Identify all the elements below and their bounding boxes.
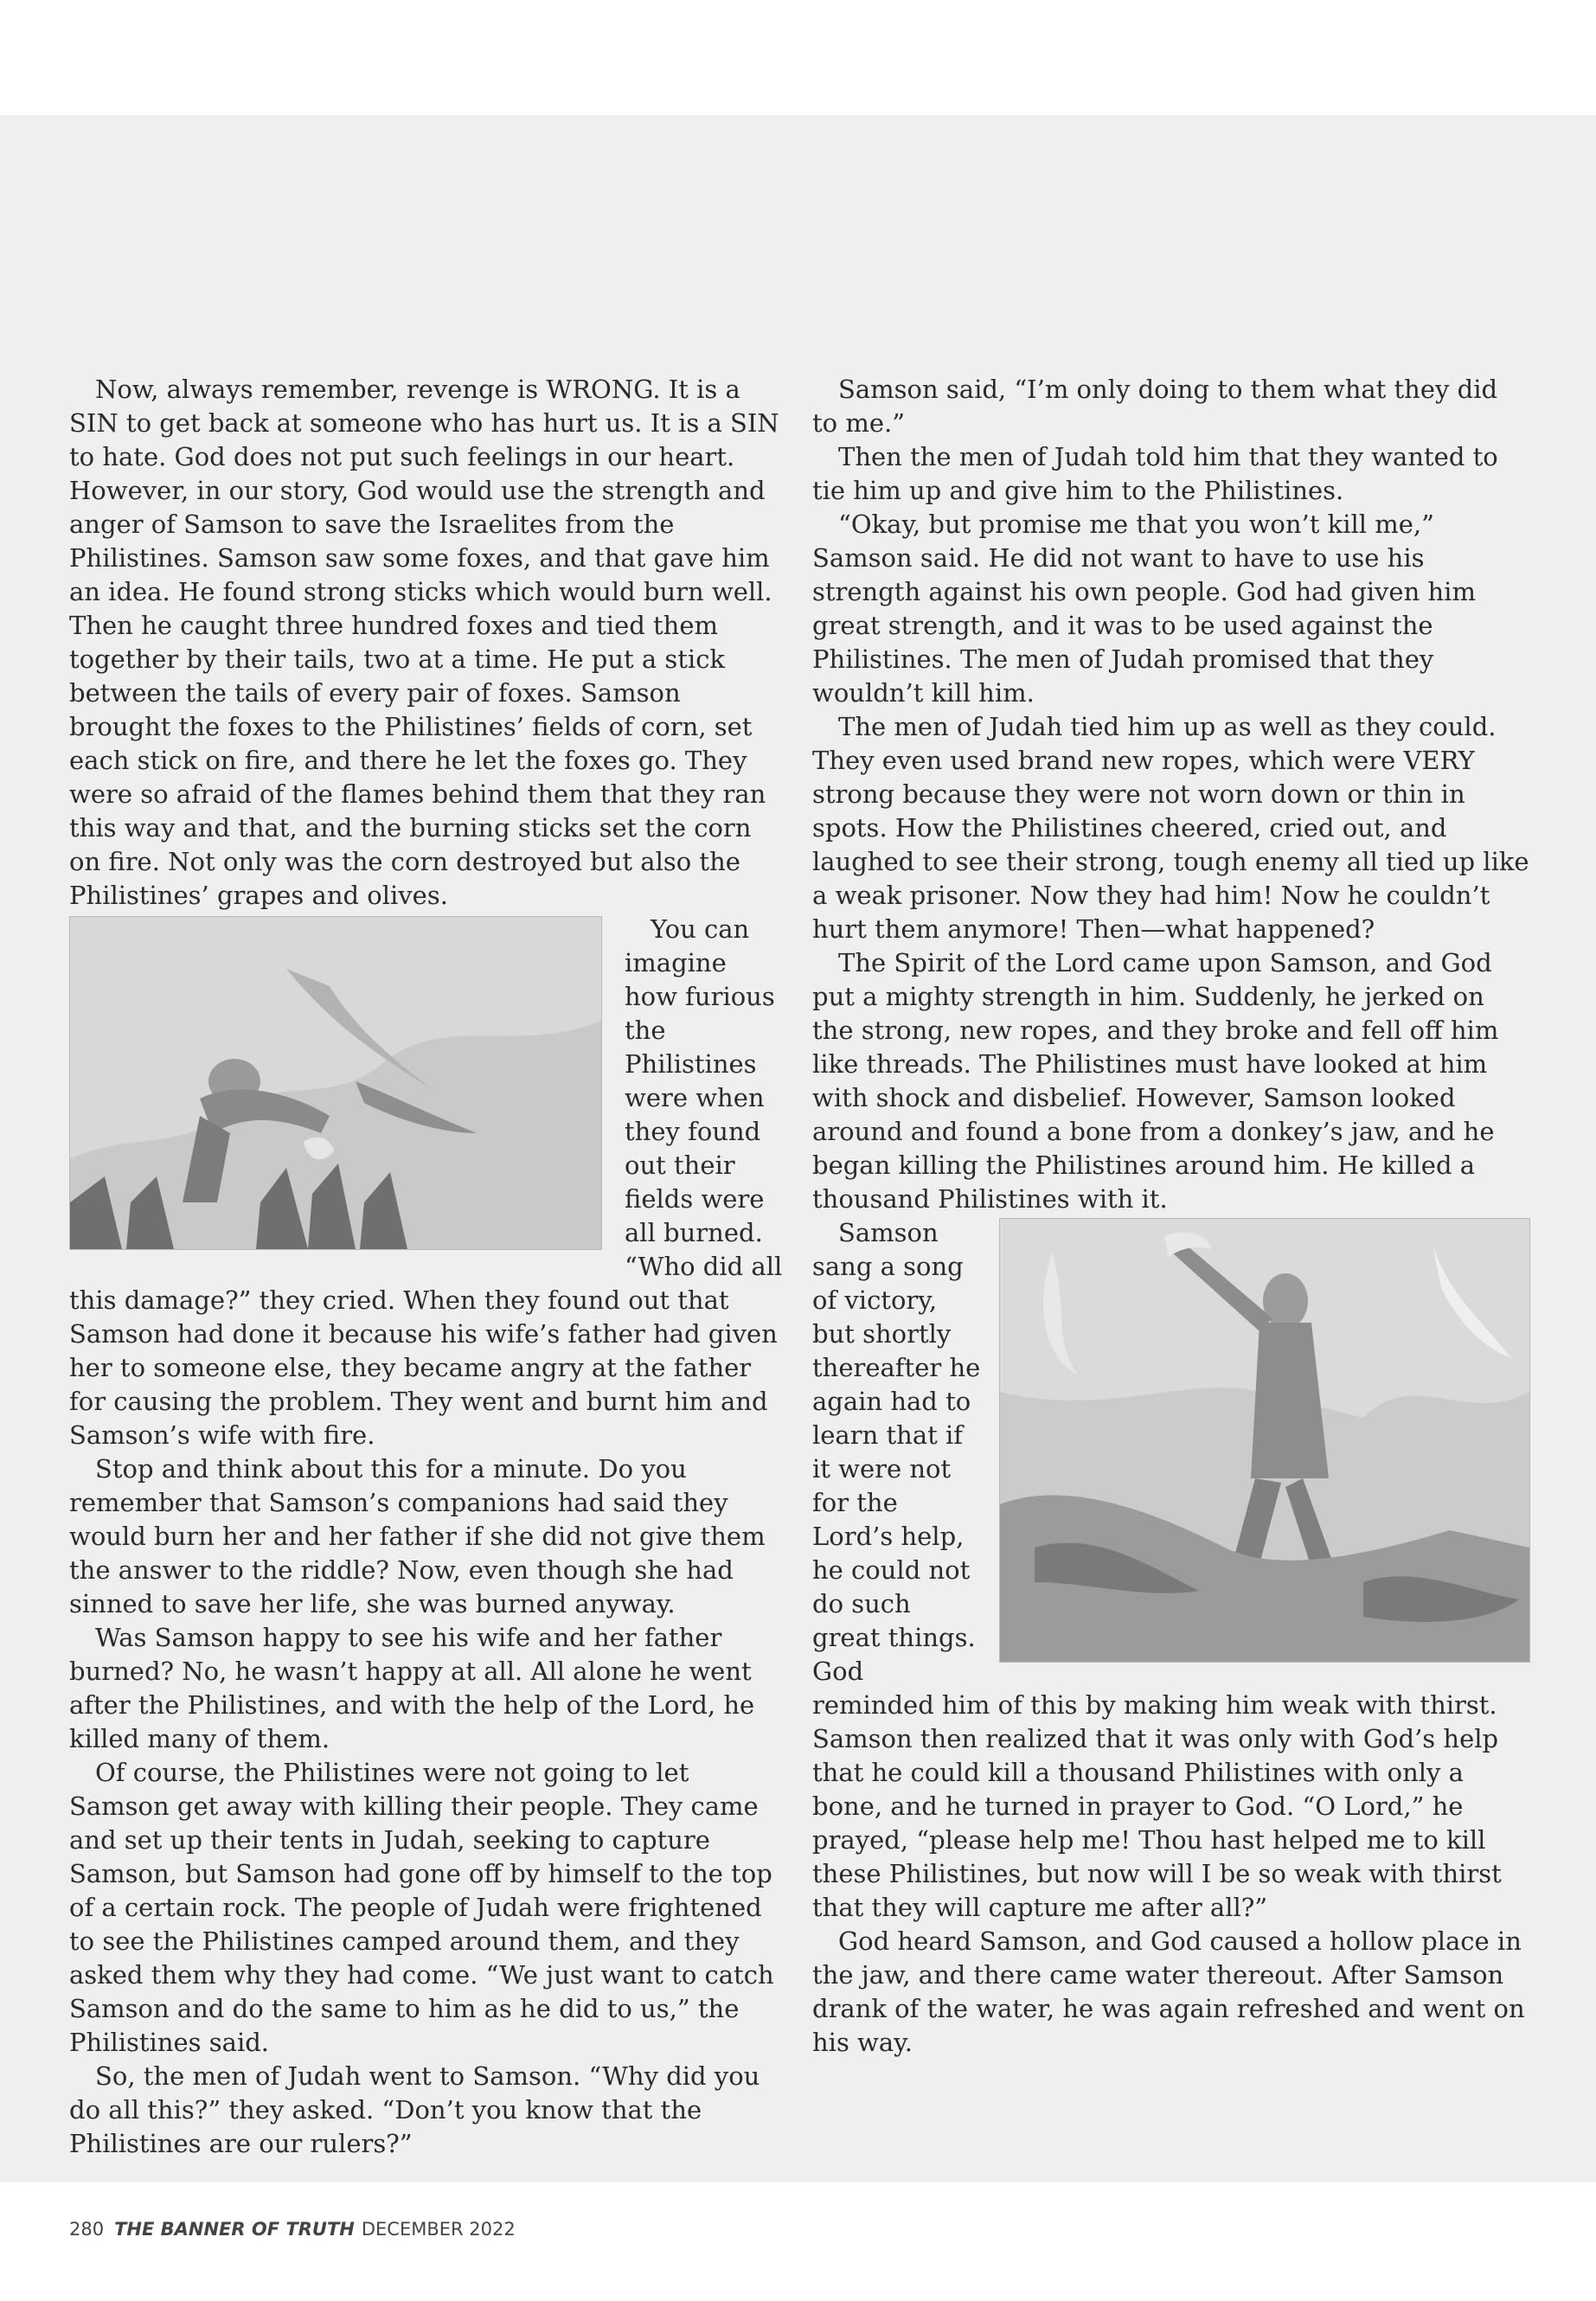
left-column [69, 373, 783, 2161]
page-footer [69, 2219, 516, 2240]
paragraph: Then the men of Judah told him that they wanted to tie him up and give him to the Philistines. [812, 442, 1498, 505]
magazine-page [0, 115, 1596, 2240]
illustration-samson-foxes [69, 916, 602, 1250]
paragraph: Stop and think about this for a minute. Do you remember that Samson’s companions had said they would burn her and her father if she did not give them the answer to the riddle? Now, even though she had sinned to save her life, she was burned anyway. [69, 1454, 766, 1618]
paragraph: You can imagine how furious the Philistines were when they found out their fields were all burned. “Who did all this damage?” they cried. When they found out that Samson had done it because his wife’s father had given her to someone else, they became angry at the father for causing the problem. They went and burnt him and Samson’s wife with fire. [69, 914, 783, 1450]
paragraph: Samson said, “I’m only doing to them what they did to me.” [812, 375, 1498, 438]
paragraph: “Okay, but promise me that you won’t kill me,” Samson said. He did not want to have to use his strength against his own people. God had given him great strength, and it was to be used against the Philistines. The men of Judah promised that they wouldn’t kill him. [812, 510, 1476, 708]
page-number: 280 [69, 2219, 105, 2240]
paragraph: Of course, the Philistines were not going to let Samson get away with killing their people. They came and set up their tents in Judah, seeking to capture Samson, but Samson had gone off by himself to the top of a certain rock. The people of Judah were frightened to see the Philistines camped around them, and they asked them why they had come. “We just want to catch Samson and do the same to him as he did to us,” the Philistines said. [69, 1758, 774, 2057]
publication-title: THE BANNER OF TRUTH [114, 2219, 355, 2240]
paragraph: The Spirit of the Lord came upon Samson, and God put a mighty strength in him. Suddenly, he jerked on the strong, new ropes, and they broke and fell off him like threads. The Philistines must have looked at him with shock and disbelief. However, Samson looked around and found a bone from a donkey’s jaw, and he began killing the Philistines around him. He killed a thousand Philistines with it. [812, 948, 1499, 1214]
paragraph: God heard Samson, and God caused a hollow place in the jaw, and there came water thereout. After Samson drank of the water, he was again refreshed and went on his way. [812, 1926, 1525, 2057]
paragraph: The men of Judah tied him up as well as they could. They even used brand new ropes, which were VERY strong because they were not worn down or thin in spots. How the Philistines cheered, cried out, and laughed to see their strong, tough enemy all tied up like a weak prisoner. Now they had him! Now he couldn’t hurt them anymore! Then—what happened? [812, 712, 1529, 944]
paragraph: Was Samson happy to see his wife and her father burned? No, he wasn’t happy at all. All alone he went after the Philistines, and with the help of the Lord, he killed many of them. [69, 1623, 755, 1753]
paragraph: So, the men of Judah went to Samson. “Why did you do all this?” they asked. “Don’t you know that the Philistines are our rulers?” [69, 2061, 760, 2158]
right-column [812, 373, 1530, 2060]
paragraph: Now, always remember, revenge is WRONG. It is a SIN to get back at someone who has hurt us. It is a SIN to hate. God does not put such feelings in our heart. However, in our story, God would use the strength and anger of Samson to save the Israelites from the Philistines. Samson saw some foxes, and that gave him an idea. He found strong sticks which would burn well. Then he caught three hundred foxes and tied them together by their tails, two at a time. He put a stick between the tails of every pair of foxes. Samson brought the foxes to the Philistines’ fields of corn, set each stick on fire, and there he let the foxes go. They were so afraid of the flames behind them that they ran this way and that, and the burning sticks set the corn on fire. Not only was the corn destroyed but also the Philistines’ grapes and olives. [69, 375, 779, 910]
paragraph: Samson sang a song of victory, but shortly thereafter he again had to learn that if it were not for the Lord’s help, he could not do such great things. God reminded him of this by making him weak with thirst. Samson then realized that it was only with God’s help that he could kill a thousand Philistines with only a bone, and he turned in prayer to God. “O Lord,” he prayed, “please help me! Thou hast helped me to kill these Philistines, but now will I be so weak with thirst that they will capture me after all?” [812, 1218, 1502, 1922]
illustration-samson-jawbone [999, 1218, 1530, 1663]
issue-date: DECEMBER 2022 [361, 2219, 516, 2240]
